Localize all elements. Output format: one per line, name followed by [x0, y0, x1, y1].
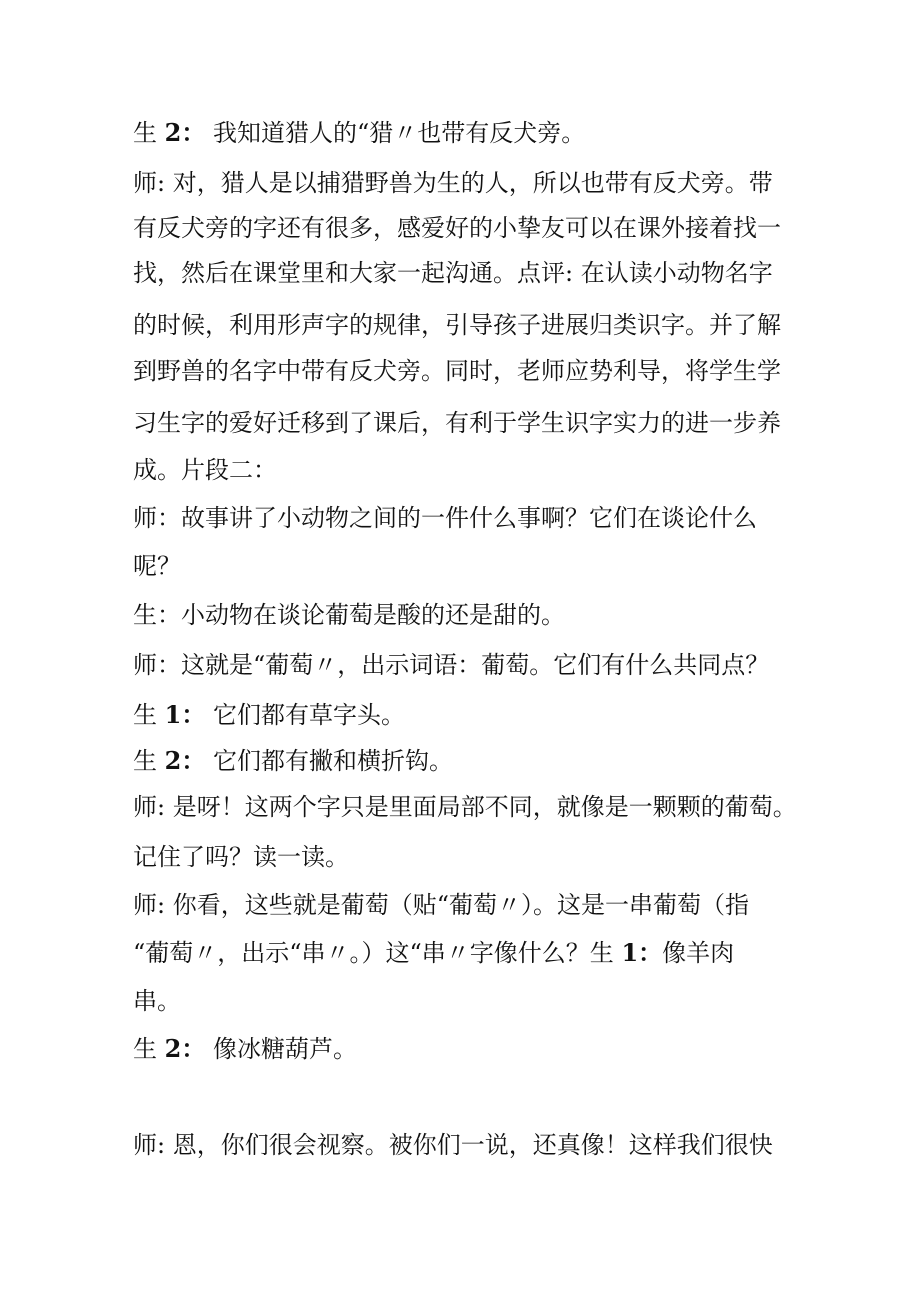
text-line: 师: 对，猎人是以捕猎野兽为生的人，所以也带有反犬旁。带 — [133, 169, 773, 197]
text-line: 的时候，利用形声字的规律，引导孩子进展归类识字。并了解 — [133, 311, 781, 339]
text-line: 记住了吗？读一读。 — [133, 843, 349, 871]
text-line: “葡萄〃，出示“串〃。）这“串〃字像什么？生 1：像羊肉 — [133, 938, 735, 967]
text-line: 有反犬旁的字还有很多，感爱好的小挚友可以在课外接着找一 — [133, 214, 781, 242]
text-line: 呢？ — [133, 552, 181, 580]
text-line: 师: 你看，这些就是葡萄（贴“葡萄〃）。这是一串葡萄（指 — [133, 891, 749, 919]
text-line: 成。片段二： — [133, 456, 277, 484]
text-line: 生 2： 像冰糖葫芦。 — [133, 1034, 357, 1063]
text-line: 师：故事讲了小动物之间的一件什么事啊？它们在谈论什么 — [133, 504, 757, 532]
text-line: 师：这就是“葡萄〃，出示词语：葡萄。它们有什么共同点？ — [133, 651, 770, 679]
text-line: 串。 — [133, 987, 181, 1015]
text-line: 找，然后在课堂里和大家一起沟通。点评: 在认读小动物名字 — [133, 259, 773, 287]
text-line: 生 2： 我知道猎人的“猎〃也带有反犬旁。 — [133, 118, 586, 147]
text-line: 生：小动物在谈论葡萄是酸的还是甜的。 — [133, 601, 565, 629]
text-line: 习生字的爱好迁移到了课后，有利于学生识字实力的进一步养 — [133, 409, 781, 437]
text-line: 到野兽的名字中带有反犬旁。同时，老师应势利导，将学生学 — [133, 357, 781, 385]
text-line: 生 2： 它们都有撇和横折钩。 — [133, 746, 453, 775]
text-line: 师: 恩，你们很会视察。被你们一说，还真像！这样我们很快 — [133, 1131, 773, 1159]
text-line: 师: 是呀！这两个字只是里面局部不同，就像是一颗颗的葡萄。 — [133, 793, 797, 821]
text-line: 生 1： 它们都有草字头。 — [133, 700, 405, 729]
